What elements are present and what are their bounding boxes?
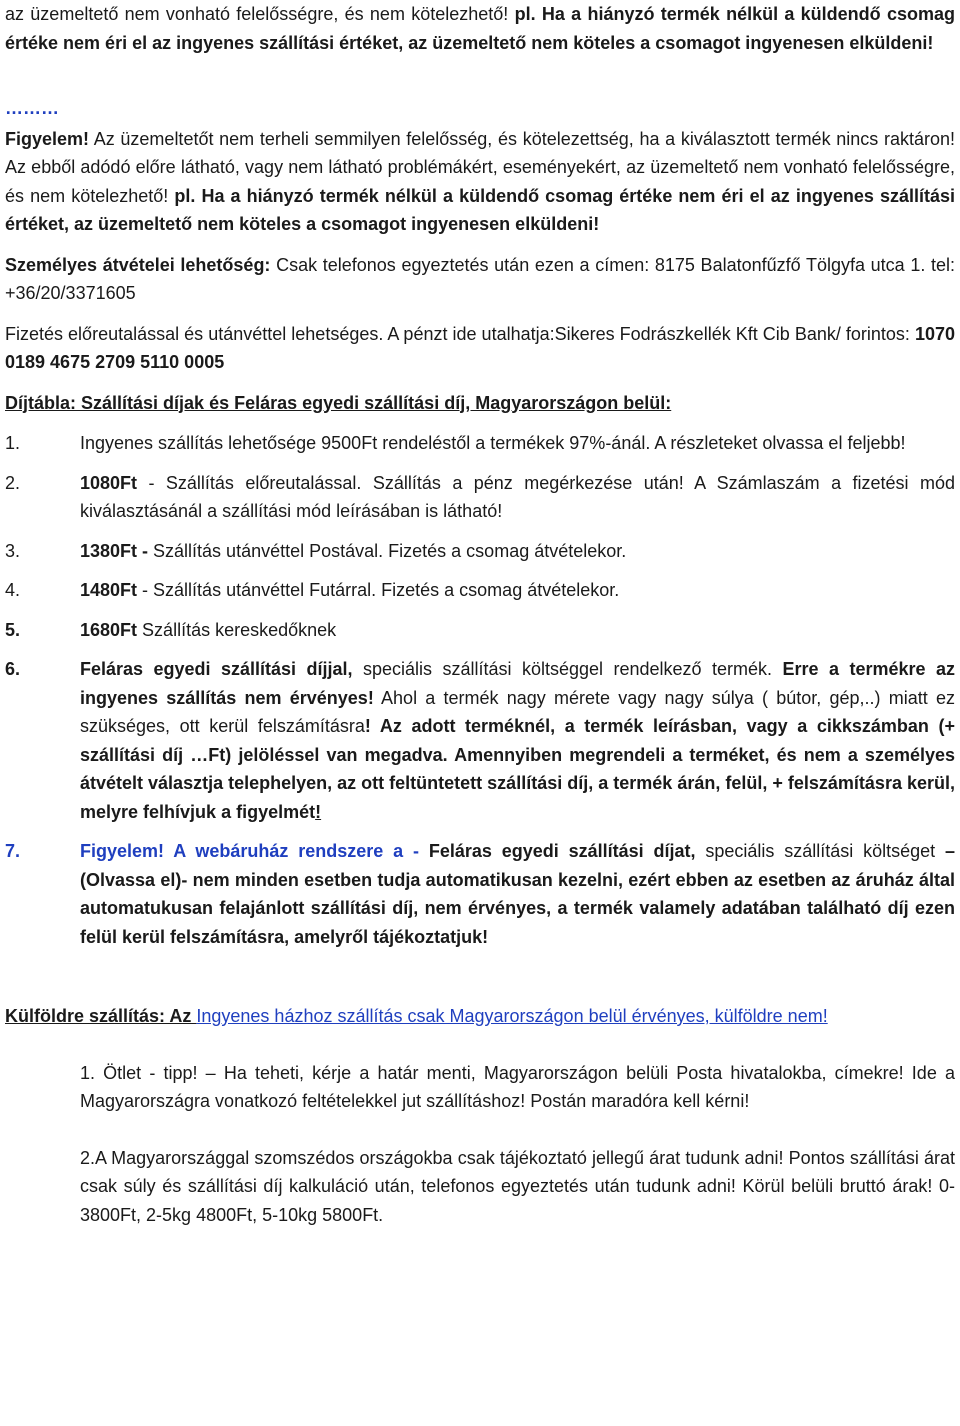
- list-item: 7. Figyelem! A webáruház rendszere a - Feláras egyedi szállítási díjat, speciális szállítási költséget – (Olvassa el)- nem minden esetben tudja automatikusan kezelni, ezért ebben az esetben az áruház által automatukusan felajánlott szállítási díj, nem érvényes, a termék valamely adatában található díj ezen felül kerül felszámításra, amelyről tájékoztatjuk!: [5, 841, 955, 947]
- paragraph-personal-pickup: Személyes átvételei lehetőség: Csak telefonos egyeztetés után ezen a címen: 8175 Balatonfűzfő Tölgyfa utca 1. tel: +36/20/3371605: [5, 254, 955, 303]
- bold-example: pl. Ha a hiányzó termék nélkül a küldendő csomag értéke nem éri el az ingyenes szállítási értéket, az üzemeltető nem köteles a csomagot ingyenesen elküldeni!: [5, 4, 955, 53]
- paragraph-liability-continued: az üzemeltető nem vonható felelősségre, és nem kötelezhető! pl. Ha a hiányzó termék nélkül a küldendő csomag értéke nem éri el az ingyenes szállítási értéket, az üzemeltető nem köteles a csomagot ingyenesen elküldeni!: [5, 4, 955, 53]
- tariff-list: [5, 429, 955, 951]
- list-item: 5. 1680Ft Szállítás kereskedőknek: [5, 619, 337, 640]
- paragraph-warning: Figyelem! Az üzemeltetőt nem terheli semmilyen felelősség, és kötelezettség, ha a kiválasztott termék nincs raktáron! Az ebből adódó előre látható, vagy nem látható problémákért, eseményekért, az üzemeltető nem vonható felelősségre, és nem kötelezhető! pl. Ha a hiányzó termék nélkül a küldendő csomag értéke nem éri el az ingyenes szállítási értéket, az üzemeltető nem köteles a csomagot ingyenesen elküldeni!: [5, 128, 955, 234]
- paragraph-payment: Fizetés előreutalással és utánvéttel lehetséges. A pénzt ide utalhatja:Sikeres Fodrászkellék Kft Cib Bank/ forintos: 1070 0189 4675 2709 5110 0005: [5, 323, 955, 372]
- bank-account-number: 1070 0189 4675 2709 5110 0005: [5, 323, 955, 372]
- list-item: 3. 1380Ft - Szállítás utánvéttel Postával. Fizetés a csomag átvételekor.: [5, 540, 627, 561]
- list-item: 2. 1080Ft - Szállítás előreutalással. Szállítás a pénz megérkezése után! A Számlaszám a fizetési mód kiválasztásánál a szállítási mód leírásában is látható!: [5, 472, 955, 521]
- list-item: 6. Feláras egyedi szállítási díjjal, speciális szállítási költséggel rendelkező termék. Erre a termékre az ingyenes szállítás nem érvényes! Ahol a termék nagy mérete vagy nagy súlya ( bútor, gép,..) miatt ez szükséges, ott kerül felszámításra! Az adott terméknél, a termék leírásban, vagy a cikkszámban (+ szállítási díj …Ft) jelöléssel van megadva. Amennyiben megrendeli a terméket, és nem a személyes átvételt választja telephelyen, az ott feltüntetett szállítási díj, a termék árán, felül, + felszámításra kerül, melyre felhívjuk a figyelmét!: [5, 659, 956, 822]
- heading-abroad-shipping: Külföldre szállítás: Az Ingyenes házhoz szállítás csak Magyarországon belül érvényes, külföldre nem!: [5, 1006, 828, 1026]
- list-item: 4. 1480Ft - Szállítás utánvéttel Futárral. Fizetés a csomag átvételekor.: [5, 580, 620, 600]
- tariff-heading: Díjtábla: Szállítási díjak és Feláras egyedi szállítási díj, Magyarországon belül:: [5, 392, 672, 413]
- abroad-link[interactable]: Ingyenes házhoz szállítás csak Magyarországon belül érvényes, külföldre nem!: [196, 1006, 828, 1026]
- ellipsis-marker: ………: [5, 98, 59, 118]
- paragraph-tip-2: 2.A Magyarországgal szomszédos országokba csak tájékoztató jellegű árat tudunk adni! Pontos szállítási árat csak súly és szállítási díj kalkuláció után, telefonos egyeztetés után tudunk adni! Körül belüli bruttó árak! 0-3800Ft, 2-5kg 4800Ft, 5-10kg 5800Ft.: [80, 1147, 955, 1225]
- paragraph-tip-1: 1. Ötlet - tipp! – Ha teheti, kérje a határ menti, Magyarországon belüli Posta hivatalokba, címekre! Ide a Magyarországra vonatkozó feltételekkel jut szállításhoz! Postán maradóra kell kérni!: [80, 1062, 955, 1111]
- list-item: 1. Ingyenes szállítás lehetősége 9500Ft rendeléstől a termékek 97%-ánál. A részleteket olvassa el feljebb!: [5, 433, 906, 453]
